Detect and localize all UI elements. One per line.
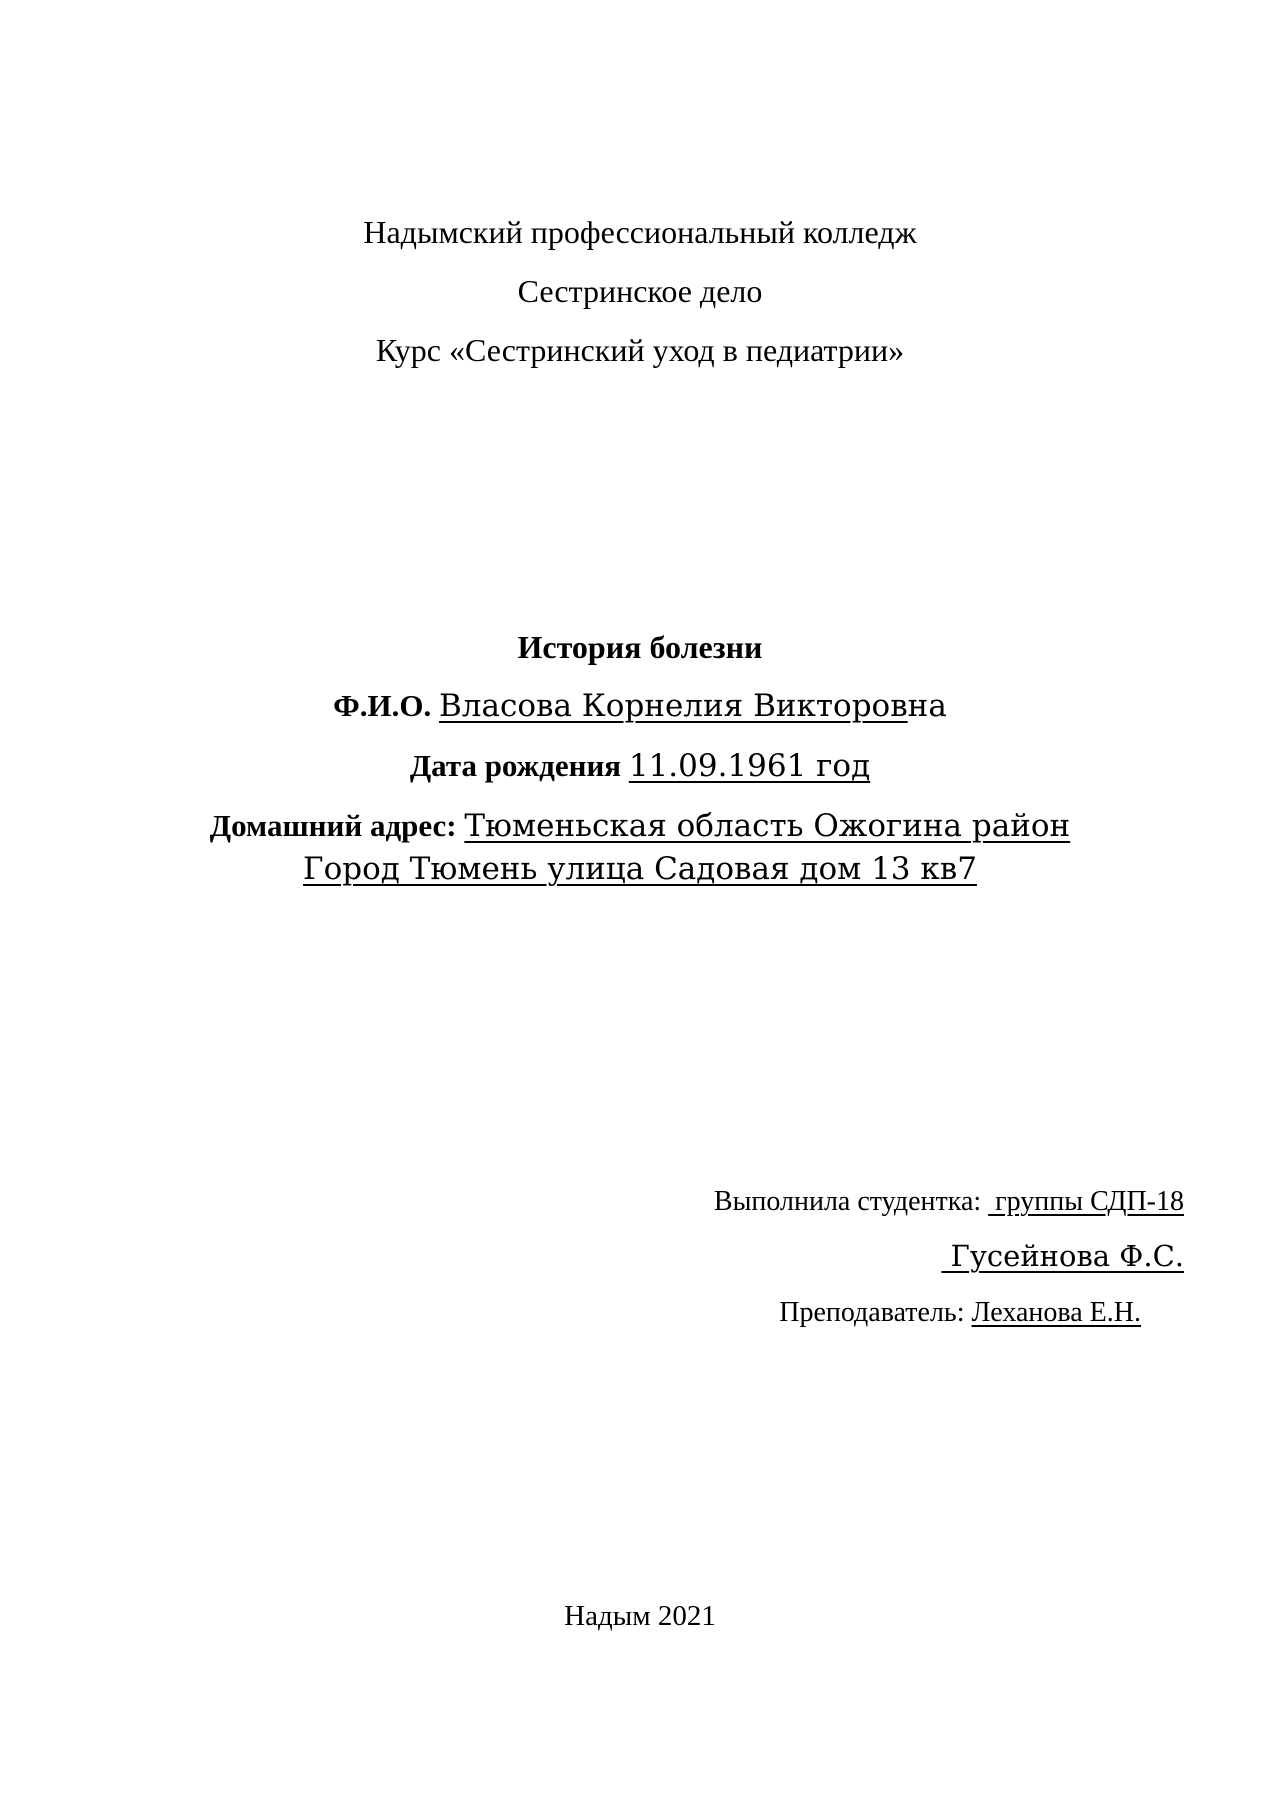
fio-row xyxy=(0,686,1280,726)
dob-label: Дата рождения xyxy=(409,748,622,783)
address-label: Домашний адрес: xyxy=(209,808,457,843)
fio-value-tail: на xyxy=(907,688,947,724)
fio-label: Ф.И.О. xyxy=(333,688,432,723)
student-label: Выполнила студентка: xyxy=(713,1186,982,1217)
address-line-2: Город Тюмень улица Садовая дом 13 кв7 xyxy=(303,851,977,887)
fio-value: Власова Корнелия Викторов xyxy=(439,688,908,724)
address-row-2 xyxy=(0,849,1280,889)
address-line-1: Тюменьская область Ожогина район xyxy=(464,808,1071,844)
college-name: Надымский профессиональный колледж xyxy=(363,214,917,250)
course-title: Курс «Сестринский уход в педиатрии» xyxy=(375,332,905,368)
student-group: группы СДП-18 xyxy=(988,1186,1184,1217)
place-year: Надым 2021 xyxy=(564,1600,716,1632)
teacher-row xyxy=(779,1295,1141,1331)
specialty: Сестринское дело xyxy=(517,273,763,309)
document-title: История болезни xyxy=(517,629,763,665)
dob-row xyxy=(0,746,1280,786)
student-name: Гусейнова Ф.С. xyxy=(941,1239,1184,1273)
student-name-row xyxy=(941,1238,1184,1276)
address-row xyxy=(0,806,1280,846)
dob-value: 11.09.1961 год xyxy=(628,748,871,784)
teacher-label: Преподаватель: xyxy=(779,1297,965,1328)
teacher-name: Леханова Е.Н. xyxy=(971,1297,1141,1328)
student-row xyxy=(714,1184,1184,1220)
